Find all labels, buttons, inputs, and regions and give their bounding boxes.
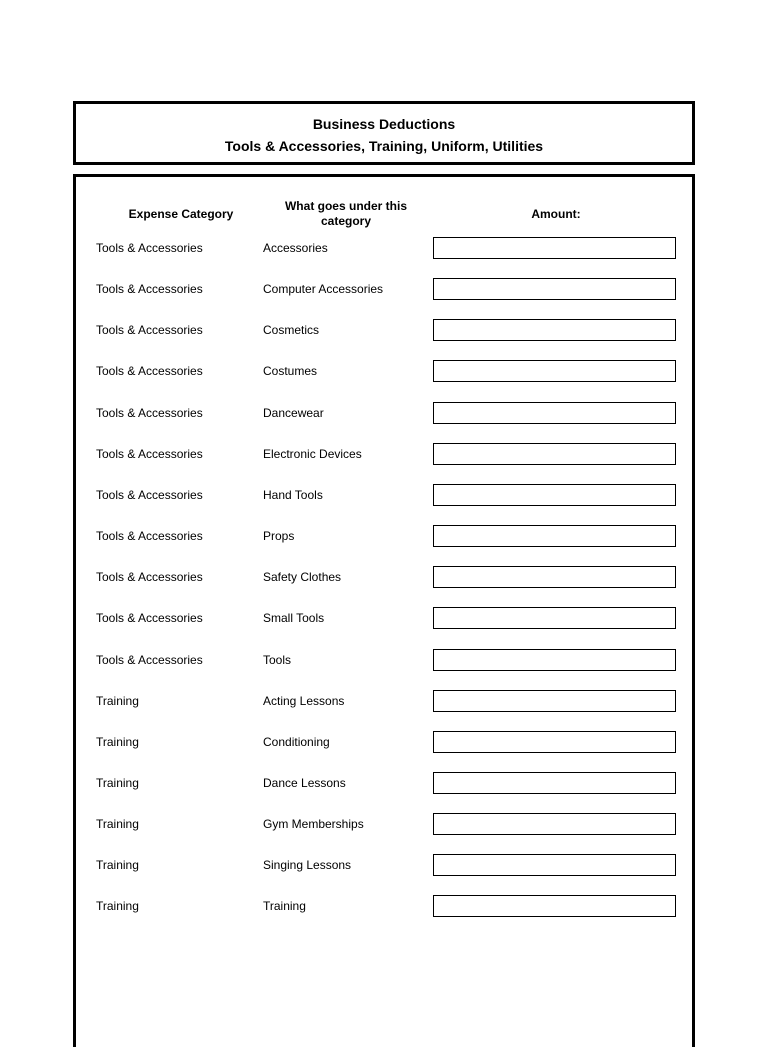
what-goes-under-cell: Electronic Devices	[263, 446, 362, 461]
expense-category-cell: Tools & Accessories	[96, 364, 203, 379]
amount-input[interactable]	[433, 484, 676, 506]
deductions-table	[73, 174, 695, 1047]
what-goes-under-cell: Gym Memberships	[263, 817, 364, 832]
amount-input[interactable]	[433, 607, 676, 629]
table-row	[76, 690, 692, 714]
table-row	[76, 402, 692, 426]
expense-category-cell: Training	[96, 899, 139, 914]
amount-input[interactable]	[433, 319, 676, 341]
what-goes-under-cell: Safety Clothes	[263, 570, 342, 585]
expense-category-cell: Tools & Accessories	[96, 323, 203, 338]
title-box	[73, 101, 695, 165]
what-goes-under-cell: Dance Lessons	[263, 775, 346, 790]
amount-input[interactable]	[433, 566, 676, 588]
amount-input[interactable]	[433, 525, 676, 547]
what-goes-under-cell: Cosmetics	[263, 323, 320, 338]
table-row	[76, 895, 692, 919]
what-goes-under-cell: Hand Tools	[263, 487, 323, 502]
expense-category-cell: Tools & Accessories	[96, 487, 203, 502]
expense-category-cell: Training	[96, 693, 139, 708]
what-goes-under-cell: Conditioning	[263, 734, 330, 749]
expense-category-cell: Tools & Accessories	[96, 652, 203, 667]
column-header-what: What goes under this category	[284, 199, 407, 228]
what-goes-under-cell: Small Tools	[263, 611, 325, 626]
table-row	[76, 360, 692, 384]
amount-input[interactable]	[433, 402, 676, 424]
table-row	[76, 443, 692, 467]
expense-category-cell: Tools & Accessories	[96, 446, 203, 461]
amount-input[interactable]	[433, 360, 676, 382]
expense-category-cell: Training	[96, 734, 139, 749]
column-header-amount: Amount:	[531, 207, 581, 221]
table-row	[76, 278, 692, 302]
what-goes-under-cell: Tools	[263, 652, 292, 667]
what-goes-under-cell: Dancewear	[263, 405, 324, 420]
amount-input[interactable]	[433, 237, 676, 259]
what-goes-under-cell: Costumes	[263, 364, 318, 379]
what-goes-under-cell: Accessories	[263, 241, 328, 255]
expense-category-cell: Tools & Accessories	[96, 241, 203, 255]
expense-category-cell: Tools & Accessories	[96, 405, 203, 420]
what-goes-under-cell: Acting Lessons	[263, 693, 345, 708]
expense-category-cell: Training	[96, 775, 139, 790]
amount-input[interactable]	[433, 731, 676, 753]
amount-input[interactable]	[433, 813, 676, 835]
amount-input[interactable]	[433, 772, 676, 794]
expense-category-cell: Training	[96, 817, 139, 832]
table-row	[76, 484, 692, 508]
table-row	[76, 813, 692, 837]
column-header-category: Expense Category	[128, 207, 234, 221]
amount-input[interactable]	[433, 690, 676, 712]
amount-input[interactable]	[433, 895, 676, 917]
table-row	[76, 525, 692, 549]
table-row	[76, 566, 692, 590]
table-row	[76, 237, 692, 261]
amount-input[interactable]	[433, 649, 676, 671]
page-title: Business Deductions	[312, 116, 456, 132]
amount-input[interactable]	[433, 278, 676, 300]
page-subtitle: Tools & Accessories, Training, Uniform, Utilities	[224, 138, 544, 154]
table-row	[76, 854, 692, 878]
what-goes-under-cell: Computer Accessories	[263, 282, 384, 297]
amount-input[interactable]	[433, 443, 676, 465]
amount-input[interactable]	[433, 854, 676, 876]
table-row	[76, 319, 692, 343]
table-row	[76, 607, 692, 631]
table-row	[76, 731, 692, 755]
table-row	[76, 649, 692, 673]
table-row	[76, 772, 692, 796]
expense-category-cell: Training	[96, 858, 139, 873]
what-goes-under-cell: Training	[263, 899, 306, 914]
expense-category-cell: Tools & Accessories	[96, 611, 203, 626]
expense-category-cell: Tools & Accessories	[96, 282, 203, 297]
expense-category-cell: Tools & Accessories	[96, 570, 203, 585]
what-goes-under-cell: Singing Lessons	[263, 858, 352, 873]
what-goes-under-cell: Props	[263, 529, 295, 544]
expense-category-cell: Tools & Accessories	[96, 529, 203, 544]
